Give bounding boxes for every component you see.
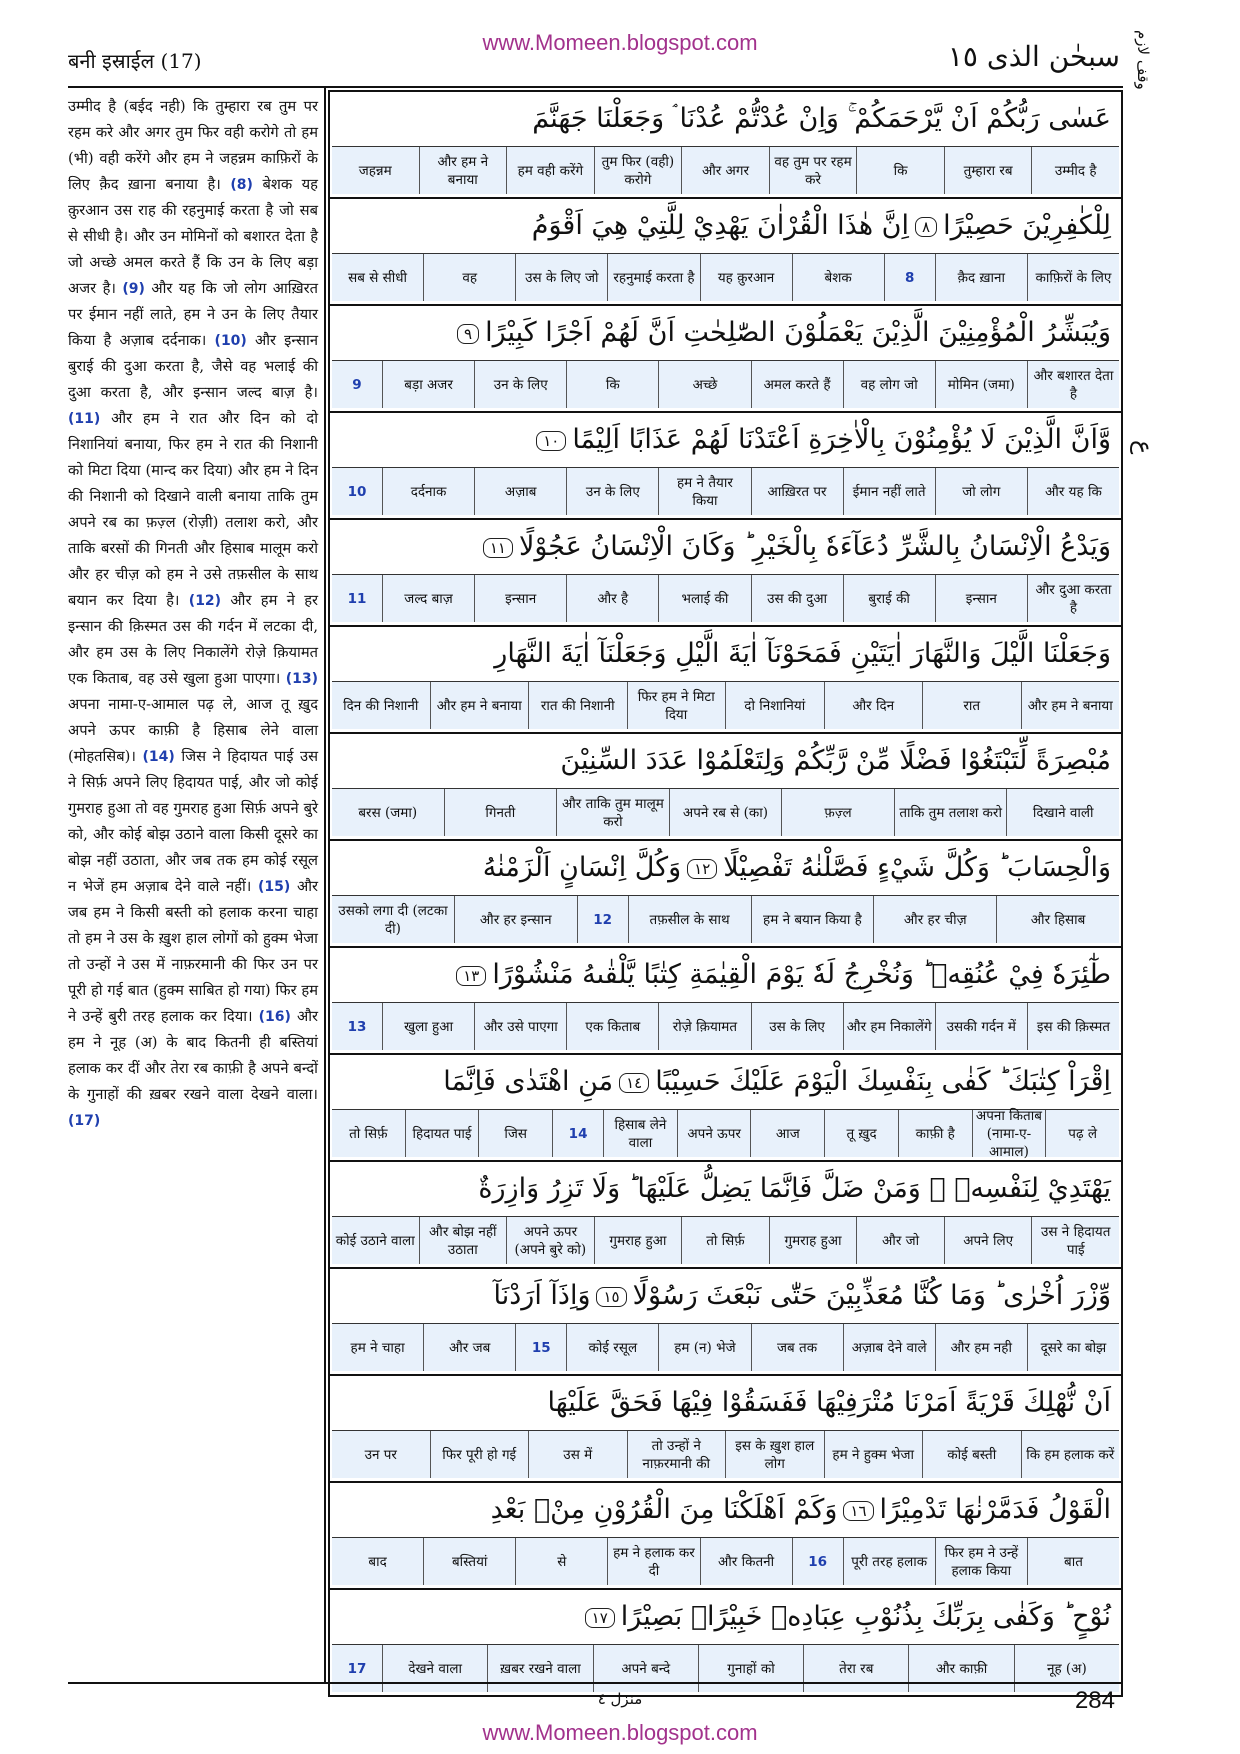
word-meaning-cell: उम्मीद है (1031, 147, 1119, 194)
arabic-line (330, 92, 1121, 146)
translation-paragraph (68, 748, 318, 895)
verse-number: (12) (188, 593, 222, 609)
verse-number: (13) (285, 671, 319, 687)
word-meaning-cell: कोई बस्ती (922, 1431, 1021, 1478)
word-meaning-cell: तो उन्हों ने नाफ़रमानी की (627, 1431, 726, 1478)
word-meaning-cell: 16 (792, 1538, 843, 1585)
arabic-text: يَهْتَدِيْ لِنَفْسِهٖ ۚ وَمَنْ ضَلَّ فَاِنَّمَا يَضِلُّ عَلَيْهَا ؕ وَلَا تَزِرُ وَازِرَةٌ (478, 1173, 1111, 1204)
word-meaning-cell: गुमराह हुआ (769, 1217, 857, 1264)
word-meaning-cell: हिसाब लेने वाला (603, 1110, 677, 1157)
word-meaning-cell: उन के लिए (566, 468, 658, 515)
word-meaning-cell: यह क़ुरआन (700, 254, 792, 301)
ayah-end-marker: ١٤ (619, 1073, 649, 1093)
word-meaning-cell: हिदायत पाई (405, 1110, 479, 1157)
word-meaning-cell: अच्छे (658, 361, 750, 408)
ayah-end-marker: ١٦ (843, 1501, 873, 1521)
verse-number: (10) (214, 333, 247, 349)
arabic-text-continued: وَكُلَّ اِنْسَانٍ اَلْزَمْنٰهُ (482, 852, 682, 883)
word-meaning-cell: से (515, 1538, 607, 1585)
word-meaning-cell: और जब (423, 1324, 515, 1371)
translation-text: और हम ने नूह (अ) के बाद कितनी ही बस्तियां हलाक कर दीं और तेरा रब काफ़ी है अपने बन्दों के गुनाहों की ख़बर रखने वाला देखने वाला। (68, 1008, 319, 1103)
word-meaning-cell: खुला हुआ (382, 1003, 474, 1050)
word-meaning-cell: 10 (347, 483, 367, 500)
word-meaning-cell: और ताकि तुम मालूम करो (556, 789, 669, 836)
translation-text: और इन्सान बुराई की दुआ करता है, जैसे वह भलाई की दुआ करता है, और इन्सान जल्द बाज़ है। (68, 332, 318, 401)
arabic-line (330, 734, 1121, 788)
verse-block (330, 841, 1121, 948)
word-meaning-cell: इन्सान (935, 575, 1027, 622)
word-meaning-cell: और हिसाब (996, 896, 1119, 943)
arabic-text-continued: وَكَمْ اَهْلَكْنَا مِنَ الْقُرُوْنِ مِنْۢ بَعْدِ (490, 1494, 838, 1525)
verse-number: (17) (68, 1113, 101, 1129)
word-meaning-cell: 15 (515, 1324, 566, 1371)
ayah-end-marker: ٨ (915, 217, 937, 237)
arabic-text-continued: اِنَّ هٰذَا الْقُرْاٰنَ يَهْدِيْ لِلَّتِيْ هِيَ اَقْوَمُ (531, 210, 909, 241)
word-meaning-cell: और हम ने बनाया (430, 682, 529, 729)
word-meaning-cell: और बोझ नहीं उठाता (419, 1217, 507, 1264)
word-meaning-cell: और दिन (824, 682, 923, 729)
arabic-text: نُوْحٍ ؕ وَكَفٰى بِرَبِّكَ بِذُنُوْبِ عِبَادِهٖ خَبِيْرًاۢ بَصِيْرًا (620, 1601, 1111, 1632)
word-meaning-cell: तेरा रब (803, 1645, 908, 1692)
arabic-text: وَيُبَشِّرُ الْمُؤْمِنِيْنَ الَّذِيْنَ يَعْمَلُوْنَ الصّٰلِحٰتِ اَنَّ لَهُمْ اَجْرًا كَبِيْرًا (485, 317, 1111, 348)
arabic-text: عَسٰى رَبُّكُمْ اَنْ يَّرْحَمَكُمْ ۚ وَاِنْ عُدْتُّمْ عُدْنَا ۘ وَجَعَلْنَا جَهَنَّمَ (532, 103, 1111, 134)
word-meaning-cell: और हम ने बनाया (419, 147, 507, 194)
verse-number: (15) (258, 879, 291, 895)
word-meaning-cell: और दुआ करता है (1027, 575, 1119, 622)
word-meaning-cell: दर्दनाक (382, 468, 474, 515)
word-meaning-row (332, 1216, 1119, 1264)
word-meaning-cell: उन पर (364, 1446, 397, 1463)
word-meaning-cell: जो लोग (935, 468, 1027, 515)
word-meaning-cell: अपने लिए (944, 1217, 1032, 1264)
word-meaning-cell: दो निशानियां (725, 682, 824, 729)
word-meaning-cell: जिस (478, 1110, 552, 1157)
word-meaning-cell: रोज़े क़ियामत (658, 1003, 750, 1050)
word-meaning-cell: दूसरे का बोझ (1027, 1324, 1119, 1371)
arabic-line (330, 1269, 1121, 1323)
word-meaning-row (332, 1537, 1119, 1585)
word-meaning-cell: अज़ाब देने वाले (843, 1324, 935, 1371)
footer-divider (68, 1682, 1123, 1684)
word-meaning-row (332, 895, 1119, 943)
verse-block (330, 306, 1121, 413)
word-meaning-cell: अपना किताब (नामा-ए-आमाल) (972, 1110, 1046, 1157)
verse-number: (16) (258, 1009, 291, 1025)
word-meaning-cell: 12 (577, 896, 628, 943)
ruku-mark: ع (1130, 440, 1158, 455)
word-meaning-cell: कि (566, 361, 658, 408)
verse-block (330, 199, 1121, 306)
word-meaning-cell: और हम निकालेंगे (843, 1003, 935, 1050)
arabic-line (330, 199, 1121, 253)
word-meaning-cell: उस में (528, 1431, 627, 1478)
word-meaning-cell: हम ने हुक्म भेजा (824, 1431, 923, 1478)
header-divider (68, 86, 1123, 88)
word-meaning-cell: आख़िरत पर (751, 468, 843, 515)
word-meaning-cell: और यह कि (1027, 468, 1119, 515)
verse-block (330, 627, 1121, 734)
arabic-line (330, 1055, 1121, 1109)
page-number: 284 (1074, 1687, 1115, 1714)
verse-block (330, 1590, 1121, 1697)
word-meaning-cell: कोई रसूल (566, 1324, 658, 1371)
word-meaning-cell: रात की निशानी (528, 682, 627, 729)
manzil-label: منزل ٤ (597, 1690, 643, 1708)
arabic-line (330, 627, 1121, 681)
word-meaning-cell: पढ़ ले (1045, 1110, 1119, 1157)
arabic-text: لِلْكٰفِرِيْنَ حَصِيْرًا (943, 210, 1111, 241)
translation-text: और जब हम ने किसी बस्ती को हलाक करना चाहा तो हम ने उस के ख़ुश हाल लोगों को हुक्म भेजा तो उन्हों ने उस में नाफ़रमानी की फिर उन पर पूरी हो गई बात (हुक्म साबित हो गया) फिर हम ने उन्हें बुरी तरह हलाक कर दिया। (68, 878, 319, 1025)
word-meaning-cell: बस्तियां (423, 1538, 515, 1585)
word-meaning-cell: हम ने चाहा (350, 1339, 405, 1356)
word-meaning-cell: बरस (जमा) (358, 804, 418, 821)
translation-paragraph (68, 1008, 318, 1129)
arabic-text-continued: مَنِ اهْتَدٰى فَاِنَّمَا (443, 1066, 614, 1097)
word-meaning-cell: फिर हम ने मिटा दिया (627, 682, 726, 729)
word-meaning-cell: बात (1027, 1538, 1119, 1585)
word-meaning-cell: 17 (347, 1660, 367, 1677)
arabic-line (330, 1376, 1121, 1430)
translation-text: और यह कि जो लोग आख़िरत पर ईमान नहीं लाते, हम ने उन के लिए तैयार किया है अज़ाब दर्दनाक। (68, 280, 318, 349)
hindi-translation-column (68, 94, 318, 1134)
word-meaning-cell: उस की दुआ (751, 575, 843, 622)
word-meaning-cell: गुनाहों को (698, 1645, 803, 1692)
verse-block (330, 92, 1121, 199)
word-meaning-cell: गुमराह हुआ (594, 1217, 682, 1264)
site-url-bottom[interactable]: www.Momeen.blogspot.com (482, 1720, 758, 1745)
translation-text: जिस ने हिदायत पाई उस ने सिर्फ़ अपने लिए हिदायत पाई, और जो कोई गुमराह हुआ तो वह गुमराह हुआ सिर्फ़ अपने बुरे को, और कोई बोझ उठाने वाला किसी दूसरे का बोझ नहीं उठाता, और जब तक हम कोई रसूल न भेजें हम अज़ाब देने वाले नहीं। (68, 748, 319, 895)
word-meaning-cell: रहनुमाई करता है (607, 254, 699, 301)
word-meaning-cell: कि (856, 147, 944, 194)
verse-block (330, 948, 1121, 1055)
word-meaning-cell: और कितनी (700, 1538, 792, 1585)
word-meaning-cell: वह (423, 254, 515, 301)
word-meaning-cell: तू ख़ुद (824, 1110, 898, 1157)
word-meaning-cell: वह लोग जो (843, 361, 935, 408)
word-meaning-cell: 13 (347, 1018, 367, 1035)
word-meaning-row (332, 1430, 1119, 1478)
word-meaning-cell: 14 (552, 1110, 603, 1157)
translation-text: उम्मीद है (बईद नही) कि तुम्हारा रब तुम पर रहम करे और अगर तुम फिर वही करोगे तो हम (भी) वही करेंगे और हम ने जहन्नम काफ़िरों के लिए क़ैद ख़ाना बनाया है। (68, 98, 318, 193)
word-meaning-cell: तुम्हारा रब (944, 147, 1032, 194)
word-meaning-cell: दिन की निशानी (343, 697, 419, 714)
verse-block (330, 1055, 1121, 1162)
word-meaning-cell: और बशारत देता है (1027, 361, 1119, 408)
word-meaning-cell: मोमिन (जमा) (935, 361, 1027, 408)
verse-number: (8) (230, 177, 253, 193)
word-meaning-row (332, 1002, 1119, 1050)
verse-number: (14) (142, 749, 175, 765)
verse-number: (9) (122, 281, 145, 297)
column-divider (324, 88, 326, 1682)
word-meaning-cell: अमल करते हैं (751, 361, 843, 408)
verse-block (330, 1483, 1121, 1590)
waqf-lazim-note: وقف لازم (1134, 30, 1152, 90)
word-meaning-row (332, 788, 1119, 836)
word-meaning-cell: और हर इन्सान (454, 896, 577, 943)
word-meaning-cell: सब से सीधी (348, 269, 408, 286)
translation-paragraph (68, 410, 318, 609)
word-meaning-row (332, 1107, 1119, 1160)
word-meaning-cell: और उसे पाएगा (474, 1003, 566, 1050)
arabic-text: اَنْ نُّهْلِكَ قَرْيَةً اَمَرْنَا مُتْرَفِيْهَا فَفَسَقُوْا فِيْهَا فَحَقَّ عَلَيْهَا (547, 1387, 1111, 1418)
word-meaning-cell: भलाई की (658, 575, 750, 622)
word-meaning-cell: बड़ा अजर (382, 361, 474, 408)
word-meaning-cell: वह तुम पर रहम करे (769, 147, 857, 194)
translation-text: बेशक यह क़ुरआन उस राह की रहनुमाई करता है जो सब से सीधी है। और उन मोमिनों को बशारत देता है जो अच्छे अमल करते हैं कि उन के लिए बड़ा अजर है। (68, 176, 318, 297)
word-meaning-cell: एक किताब (566, 1003, 658, 1050)
word-meaning-cell: क़ैद ख़ाना (935, 254, 1027, 301)
arabic-text: وَّاَنَّ الَّذِيْنَ لَا يُؤْمِنُوْنَ بِالْاٰخِرَةِ اَعْتَدْنَا لَهُمْ عَذَابًا اَلِيْمًا (572, 424, 1111, 455)
arabic-text: وَجَعَلْنَا الَّيْلَ وَالنَّهَارَ اٰيَتَيْنِ فَمَحَوْنَآ اٰيَةَ الَّيْلِ وَجَعَلْنَآ اٰيَةَ النَّهَارِ (494, 638, 1111, 669)
word-meaning-cell: कि हम हलाक करें (1021, 1431, 1120, 1478)
arabic-line (330, 306, 1121, 360)
word-meaning-cell: उस के लिए (751, 1003, 843, 1050)
word-meaning-cell: हम वही करेंगे (506, 147, 594, 194)
translation-paragraph (68, 176, 318, 297)
word-meaning-row (332, 467, 1119, 515)
verse-block (330, 1269, 1121, 1376)
word-meaning-cell: हम ने बयान किया है (751, 896, 874, 943)
word-meaning-cell: तो सिर्फ़ (349, 1125, 388, 1142)
arabic-text: طٰٓئِرَهٗ فِيْ عُنُقِهٖ ؕ وَنُخْرِجُ لَهٗ يَوْمَ الْقِيٰمَةِ كِتٰبًا يَّلْقٰىهُ مَنْشُوْرًا (492, 959, 1111, 990)
word-meaning-cell: फिर हम ने उन्हें हलाक किया (935, 1538, 1027, 1585)
word-meaning-cell: हम ने तैयार किया (658, 468, 750, 515)
word-meaning-row (332, 1644, 1119, 1692)
word-meaning-cell: आज (750, 1110, 824, 1157)
word-meaning-cell: और हम ने बनाया (1021, 682, 1120, 729)
word-meaning-cell: अपने ऊपर (अपने बुरे को) (506, 1217, 594, 1264)
ayah-end-marker: ٩ (457, 324, 479, 344)
ayah-end-marker: ١٥ (596, 1287, 626, 1307)
arabic-line (330, 520, 1121, 574)
ayah-end-marker: ١٣ (456, 966, 486, 986)
word-meaning-cell: तफ़सील के साथ (628, 896, 751, 943)
word-meaning-cell: और हम नही (935, 1324, 1027, 1371)
arabic-line (330, 1483, 1121, 1537)
arabic-line (330, 413, 1121, 467)
ayah-end-marker: ١٠ (536, 431, 566, 451)
verse-block (330, 1162, 1121, 1269)
word-by-word-table (328, 90, 1123, 1697)
arabic-text: الْقَوْلُ فَدَمَّرْنٰهَا تَدْمِيْرًا (879, 1494, 1111, 1525)
surah-title-hindi: बनी इस्राईल (17) (68, 49, 202, 73)
arabic-line (330, 948, 1121, 1002)
word-meaning-cell: अपने ऊपर (677, 1110, 751, 1157)
word-meaning-cell: देखने वाला (382, 1645, 487, 1692)
word-meaning-cell: रात (922, 682, 1021, 729)
word-meaning-cell: और है (566, 575, 658, 622)
arabic-text: وَالْحِسَابَ ؕ وَكُلَّ شَيْءٍ فَصَّلْنٰهُ تَفْصِيْلًا (723, 852, 1111, 883)
ayah-end-marker: ١١ (483, 538, 513, 558)
word-meaning-cell: ईमान नहीं लाते (843, 468, 935, 515)
word-meaning-cell: उन के लिए (474, 361, 566, 408)
word-meaning-cell: दिखाने वाली (1006, 789, 1119, 836)
arabic-text: اِقْرَاْ كِتٰبَكَ ؕ كَفٰى بِنَفْسِكَ الْيَوْمَ عَلَيْكَ حَسِيْبًا (655, 1066, 1111, 1097)
site-url-top[interactable]: www.Momeen.blogspot.com (482, 30, 758, 55)
verse-number: (11) (68, 411, 101, 427)
word-meaning-cell: फ़ज़्ल (781, 789, 894, 836)
translation-paragraph (68, 878, 318, 1025)
word-meaning-cell: उसको लगा दी (लटका दी) (338, 902, 448, 937)
word-meaning-cell: 11 (347, 590, 367, 607)
word-meaning-cell: उस के लिए जो (515, 254, 607, 301)
word-meaning-cell: तो सिर्फ़ (681, 1217, 769, 1264)
word-meaning-row (332, 360, 1119, 408)
word-meaning-cell: अपने बन्दे (593, 1645, 698, 1692)
verse-block (330, 413, 1121, 520)
word-meaning-cell: अपने रब से (का) (669, 789, 782, 836)
word-meaning-cell: हम (न) भेजे (658, 1324, 750, 1371)
verse-block (330, 1376, 1121, 1483)
word-meaning-cell: हम ने हलाक कर दी (607, 1538, 699, 1585)
ayah-end-marker: ١٧ (585, 1608, 615, 1628)
word-meaning-cell: इस के ख़ुश हाल लोग (725, 1431, 824, 1478)
word-meaning-cell: और काफ़ी (908, 1645, 1013, 1692)
translation-text: और हम ने हर इन्सान की क़िस्मत उस की गर्दन में लटका दी, और हम उस के लिए निकालेंगे रोज़े क़ियामत एक किताब, वह उसे खुला हुआ पाएगा। (68, 592, 318, 687)
ayah-end-marker: ١٢ (687, 859, 717, 879)
word-meaning-cell: 8 (884, 254, 935, 301)
word-meaning-cell: कोई उठाने वाला (335, 1232, 415, 1249)
word-meaning-cell: बेशक (792, 254, 884, 301)
word-meaning-row (332, 681, 1119, 729)
word-meaning-cell: 9 (352, 376, 362, 393)
verse-block (330, 520, 1121, 627)
word-meaning-cell: ताकि तुम तलाश करो (894, 789, 1007, 836)
word-meaning-cell: और अगर (681, 147, 769, 194)
word-meaning-cell: अज़ाब (474, 468, 566, 515)
arabic-text: مُبْصِرَةً لِّتَبْتَغُوْا فَضْلًا مِّنْ رَّبِّكُمْ وَلِتَعْلَمُوْا عَدَدَ السِّنِيْنَ (560, 745, 1111, 776)
arabic-line (330, 1590, 1121, 1644)
word-meaning-row (332, 574, 1119, 622)
word-meaning-cell: काफ़ी है (898, 1110, 972, 1157)
word-meaning-cell: उसकी गर्दन में (935, 1003, 1027, 1050)
word-meaning-cell: तुम फिर (वही) करोगे (594, 147, 682, 194)
word-meaning-cell: इस की क़िस्मत (1027, 1003, 1119, 1050)
arabic-text: وَيَدْعُ الْاِنْسَانُ بِالشَّرِّ دُعَآءَهٗ بِالْخَيْرِ ؕ وَكَانَ الْاِنْسَانُ عَجُوْلًا (518, 531, 1111, 562)
translation-text: और हम ने रात और दिन को दो निशानियां बनाया, फिर हम ने रात की निशानी को मिटा दिया (मान्द कर दिया) और हम ने दिन की निशानी को दिखाने वाली बनाया ताकि तुम अपने रब का फ़ज़्ल (रोज़ी) तलाश करो, और ताकि बरसों की गिनती और हिसाब मालूम करो और हर चीज़ को हम ने उसे तफ़सील के साथ बयान कर दिया है। (68, 410, 319, 609)
arabic-text: وِّزْرَ اُخْرٰى ؕ وَمَا كُنَّا مُعَذِّبِيْنَ حَتّٰى نَبْعَثَ رَسُوْلًا (632, 1280, 1111, 1311)
verse-block (330, 734, 1121, 841)
word-meaning-cell: बाद (368, 1553, 387, 1570)
word-meaning-cell: गिनती (444, 789, 557, 836)
word-meaning-cell: काफ़िरों के लिए (1027, 254, 1119, 301)
word-meaning-cell: जल्द बाज़ (382, 575, 474, 622)
word-meaning-cell: फिर पूरी हो गई (430, 1431, 529, 1478)
word-meaning-cell: बुराई की (843, 575, 935, 622)
word-meaning-cell: पूरी तरह हलाक (843, 1538, 935, 1585)
word-meaning-cell: उस ने हिदायत पाई (1031, 1217, 1119, 1264)
arabic-line (330, 841, 1121, 895)
word-meaning-cell: नूह (अ) (1014, 1645, 1119, 1692)
word-meaning-cell: और हर चीज़ (873, 896, 996, 943)
translation-text: अपना नामा-ए-आमाल पढ़ ले, आज तू ख़ुद अपने ऊपर काफ़ी है हिसाब लेने वाला (मोहतसिब)। (68, 696, 318, 765)
word-meaning-cell: ख़बर रखने वाला (487, 1645, 592, 1692)
arabic-text-continued: وَاِذَآ اَرَدْنَآ (493, 1280, 591, 1311)
para-title-arabic: سبحٰن الذی ١٥ (947, 40, 1120, 73)
word-meaning-cell: और जो (856, 1217, 944, 1264)
word-meaning-row (332, 146, 1119, 194)
word-meaning-row (332, 253, 1119, 301)
word-meaning-cell: जहन्नम (358, 162, 392, 179)
word-meaning-cell: इन्सान (474, 575, 566, 622)
arabic-line (330, 1162, 1121, 1216)
word-meaning-cell: जब तक (751, 1324, 843, 1371)
word-meaning-row (332, 1323, 1119, 1371)
